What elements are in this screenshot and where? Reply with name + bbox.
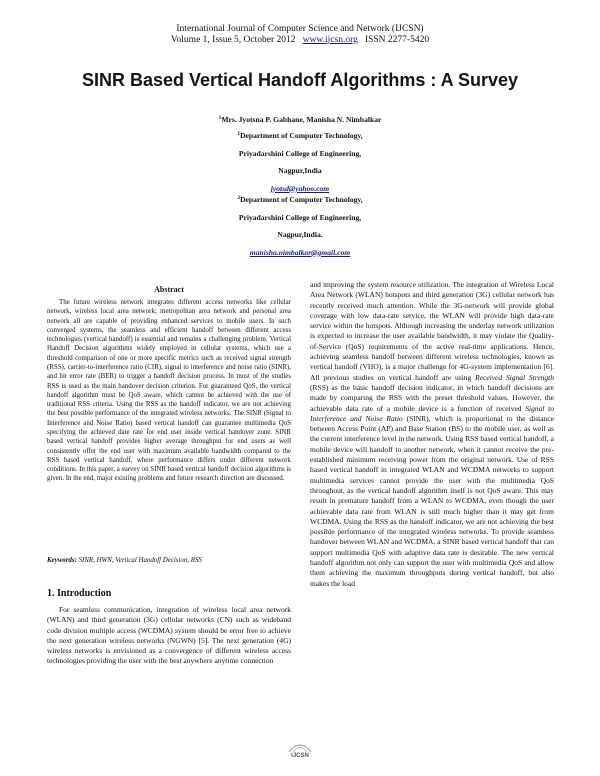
sinr-term: Signal to Interference and Noise Ratio <box>310 403 554 423</box>
issn: ISSN 2277-5420 <box>364 35 430 45</box>
right-column-para-2: (RSS) as the basic handoff decision indicator, in which handoff decisions are made by comparing the RSS with the preset threshold values. However, the achievable data rate of a mobile device is a function of received <box>310 382 554 413</box>
keywords-list: SINR, HWN, Vertical Handoff Decision, RSS <box>76 557 202 564</box>
affiliation-2-city: Nagpur,India. <box>277 230 323 239</box>
affiliation-1-department: $^1$Department of Computer Technology, <box>237 131 363 140</box>
author1-sup: 1 <box>218 115 222 121</box>
footer-logo-text: IJCSN <box>291 753 309 759</box>
page-footer <box>0 752 600 766</box>
issue-line <box>0 35 600 46</box>
author-names: Mrs. Jyotsna P. Gabhane, Manisha N. Nimbalkar <box>221 115 382 124</box>
affiliation-2 <box>0 190 600 261</box>
introduction-text: For seamless communication, integration of wireless local area network (WLAN) and third generation (3G) cellular networks (CN) such as wideband code division multiple access (WCDMA) system should be error free to achieve the next generation wireless networks (NGWN) [5]. The next generation (4G) wireless networks is envisioned as a convergence of different wireless access technologies providing the user with the best anywhere anytime connection <box>47 605 291 666</box>
affiliation-2-college: Priyadarshini College of Engineering, <box>238 212 362 222</box>
journal-header <box>0 24 600 46</box>
affiliation-1 <box>0 126 600 197</box>
journal-website-link[interactable]: www.ijcsn.org <box>302 35 358 45</box>
abstract-section <box>47 285 291 484</box>
rss-term: Received Signal Strength <box>475 372 555 382</box>
keywords-label: Keywords: <box>47 557 77 564</box>
right-column-para-1: and improving the system resource utilization. The integration of Wireless Local Area Network (WLAN) hotspots and third generation (3G) cellular network has recently received much attention. While the 3G-network will provide global coverage with low data-rate service, the WLAN will provide high data-rate service within the hotspots. Although increasing the underlay network utilization is expected to increase the user available bandwidth, it may violate the Quality-of-Service (QoS) requirements of the active real-time applications. Hence, achieving seamless handoff between different wireless technologies, known as vertical handoff (VHO), is a major challenge for 4G-system implementation [6]. All previous studies on vertical handoff are using <box>310 280 554 382</box>
introduction-heading: 1. Introduction <box>47 588 112 599</box>
right-column-para-3: (SINR), which is proportional to the distance between Access Point (AP) and Base Station (BS) to the mobile user, as well as the current interference level in the network. Using RSS based vertical handoff, a mobile device will handoff to another network, when it cannot receive the pre-established minimum receiving power from the original network. Use of RSS based vertical handoff in integrated WLAN and WCDMA networks to support multimedia services cannot provide the user with the multimedia QoS throughout, as the vertical handoff algorithm itself is not QoS aware. This may result in premature handoff from a WLAN to WCDMA, even though the user achievable data rate from WLAN is still much higher than it may get from WCDMA. Using the RSS as the handoff indicator, we are not achieving the best possible performance of the integrated wireless networks. To provide seamless handover between WLAN and WCDMA, a SINR based vertical handoff that can support multimedia QoS with adaptive data rate is desirable. The new vertical handoff algorithm not only can support the user with multimedia QoS and allow them achieving the maximum throughputs during vertical handoff, but also makes the load <box>310 413 554 588</box>
author-line <box>0 113 600 125</box>
journal-name: International Journal of Computer Science and Network (IJCSN) <box>176 24 424 34</box>
affiliation-1-sup: 1 <box>237 131 241 137</box>
ijcsn-logo-icon <box>287 740 313 754</box>
right-column-text <box>310 280 554 589</box>
abstract-text: The future wireless network integrates different access networks like cellular network, wireless local area network; metropolitan area network and personal area network all are capable of providing enhanced services to mobile users. In such converged systems, the seamless and efficient handoff between different access technologies (vertical handoff) is essential and remains a challenging problem. Vertical Handoff Decision algorithms widely employed in cellular systems, which use a threshold comparison of one or more specific metrics such as received signal strength (RSS), carrier-to-interference ratio (CIR), signal to interference and noise ratio (SINR), and bit error rate (BER) to trigger a handoff decision process. In most of the studies RSS is used as the main handover decision criterion. For guaranteed QoS, the vertical handoff algorithm must be QoS aware, which cannot be achieved with the use of traditional RSS criteria. Using the RSS as the handoff indicator, we are not achieving the best possible performance of the integrated wireless networks. The SINR (Signal to Interference and Noise Ratio) based vertical handoff can guarantee multimedia QoS specifying the achieved date rate for end user inside vertical handover zone. SINR based vertical handoff provides higher average throughput for end users as well consistently offer the end user with maximum available bandwidth compared to the RSS based vertical handoff, where performance differs under different network conditions. In this paper, a survey on SINR based vertical handoff decision algorithms is given. In the end, major existing problems and future research direction are discussed. <box>47 299 291 483</box>
abstract-heading: Abstract <box>154 285 184 294</box>
affiliation-1-email-link[interactable]: jyotsd@yahoo.com <box>270 183 330 193</box>
affiliation-2-department: $^2$Department of Computer Technology, <box>237 195 363 204</box>
paper-title: SINR Based Vertical Handoff Algorithms : A Survey <box>81 70 519 90</box>
keywords-line <box>47 556 291 565</box>
affiliation-2-email-link[interactable]: manisha.nimbalkar@gmail.com <box>249 247 351 257</box>
affiliation-1-city: Nagpur,India <box>278 166 322 175</box>
affiliation-1-college: Priyadarshini College of Engineering, <box>238 148 362 158</box>
affiliation-2-sup: 2 <box>237 195 241 201</box>
issue-info: Volume 1, Issue 5, October 2012 <box>170 35 296 45</box>
